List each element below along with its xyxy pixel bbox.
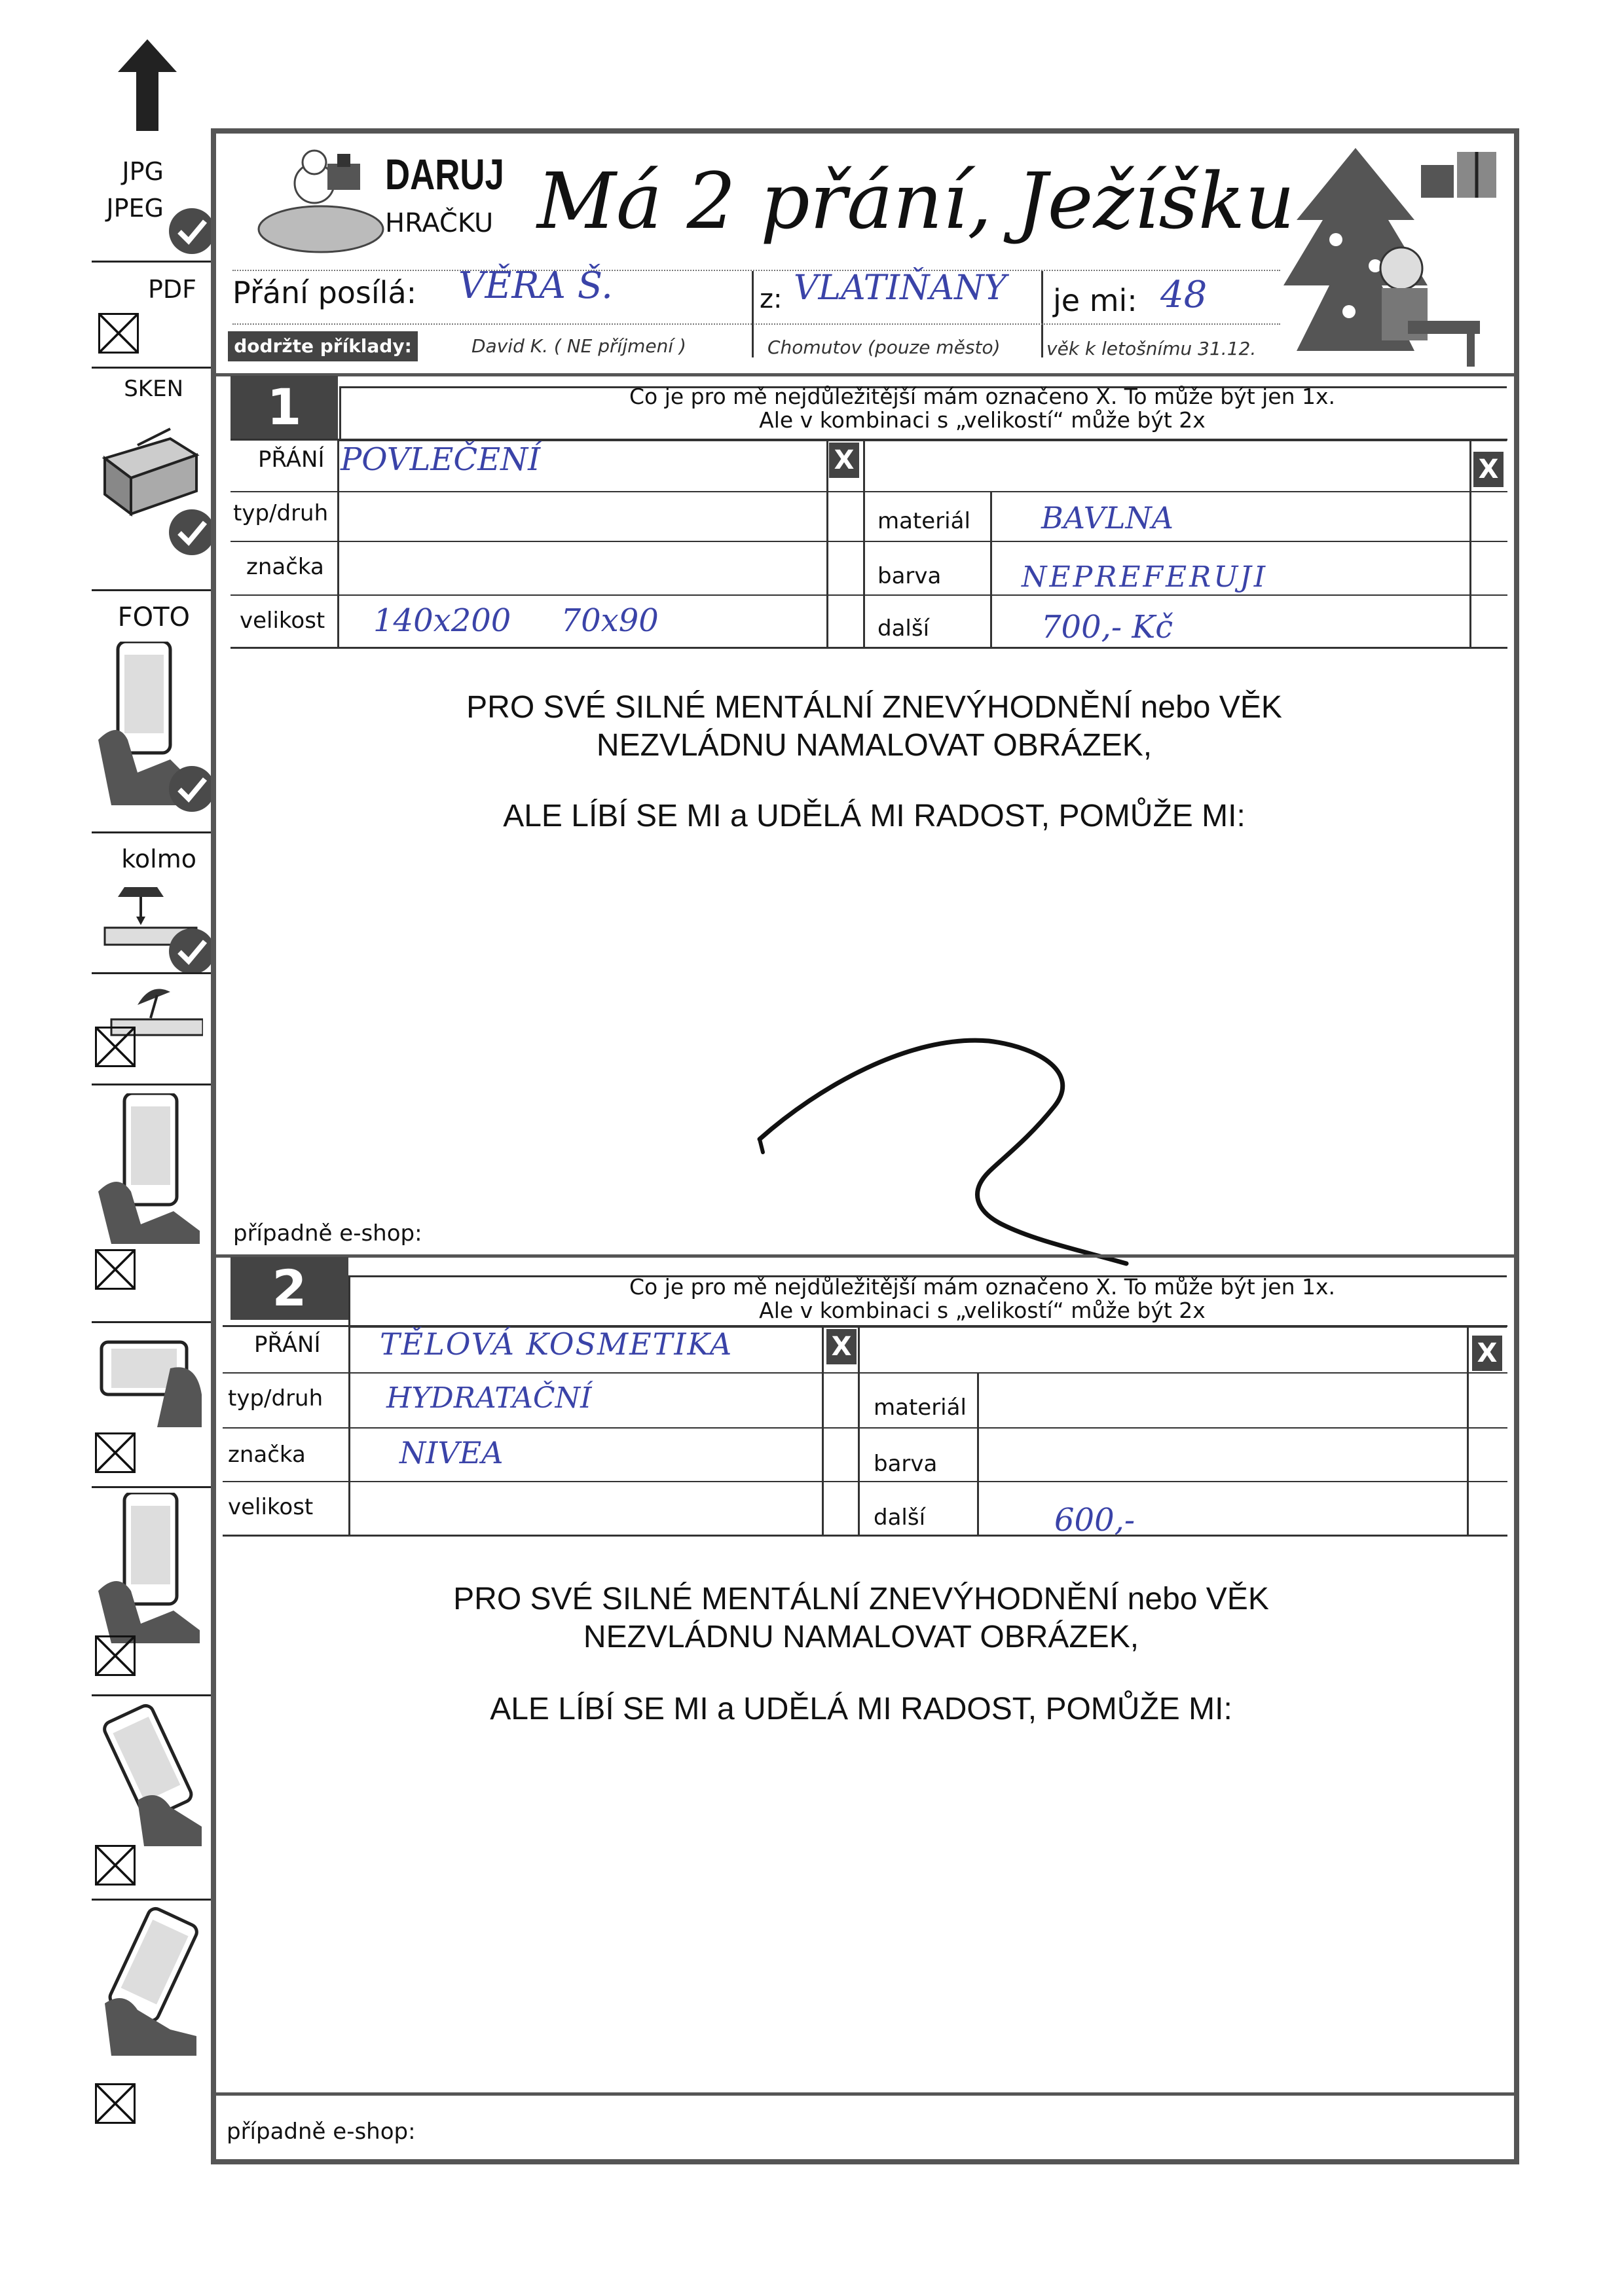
color-value: NEPREFERUJI: [1022, 560, 1268, 594]
other-value: 700,- Kč: [1041, 609, 1173, 646]
example-city: Chomutov (pouze město): [767, 337, 1001, 358]
phone-hand-icon: [98, 1905, 203, 2056]
color-label: barva: [874, 1451, 938, 1477]
from-label: z:: [760, 284, 783, 314]
logo-daruj: DARUJ: [385, 150, 504, 198]
format-jpeg-label: JPEG: [106, 194, 164, 223]
priority-mark: X: [829, 443, 859, 478]
color-label: barva: [877, 563, 942, 589]
other-label: další: [874, 1504, 926, 1531]
format-jpg-label: JPG: [122, 157, 164, 186]
wish-label: PŘÁNÍ: [254, 1332, 321, 1358]
wish-value: TĚLOVÁ KOSMETIKA: [380, 1326, 733, 1362]
scribble-drawing: [740, 1021, 1146, 1270]
from-value: VLATIŇANY: [794, 268, 1006, 308]
wish-note-line1: Co je pro mě nejdůležitější mám označeno X. To může být jen 1x.: [629, 384, 1336, 409]
x-box-icon: [95, 1845, 136, 1886]
material-label: materiál: [874, 1394, 967, 1421]
snowman-icon: [255, 144, 386, 255]
type-label: typ/druh: [228, 1385, 323, 1412]
age-value: 48: [1160, 274, 1208, 316]
example-name: David K. ( NE příjmení ): [471, 335, 686, 357]
size-label: velikost: [240, 608, 325, 634]
sender-label: Přání posílá:: [232, 275, 417, 310]
check-icon: [169, 928, 215, 974]
brand-label: značka: [228, 1442, 306, 1468]
method-scan-label: SKEN: [124, 376, 183, 402]
photo-hint-label: kolmo: [121, 845, 196, 873]
priority-mark: X: [1472, 1336, 1502, 1371]
priority-mark: X: [826, 1329, 857, 1364]
check-icon: [169, 509, 215, 555]
example-age: věk k letošnímu 31.12.: [1046, 338, 1257, 359]
size-value: 140x200 70x90: [373, 602, 659, 639]
statement-line: ALE LÍBÍ SE MI a UDĚLÁ MI RADOST, POMŮŽE MI:: [490, 1692, 1232, 1726]
statement-line: PRO SVÉ SILNÉ MENTÁLNÍ ZNEVÝHODNĚNÍ nebo VĚK: [453, 1582, 1269, 1616]
x-box-icon: [95, 1027, 136, 1067]
wish-note-line2: Ale v kombinaci s „velikostí“ může být 2x: [759, 407, 1206, 433]
phone-hand-icon: [98, 1093, 203, 1244]
other-value: 600,-: [1054, 1502, 1135, 1539]
statement-line: PRO SVÉ SILNÉ MENTÁLNÍ ZNEVÝHODNĚNÍ nebo VĚK: [466, 690, 1282, 725]
brand-value: NIVEA: [399, 1435, 504, 1470]
phone-hand-icon: [98, 1329, 203, 1427]
phone-hand-icon: [98, 1702, 203, 1846]
arrow-up-icon: [118, 39, 177, 131]
other-label: další: [877, 615, 930, 642]
statement-line: NEZVLÁDNU NAMALOVAT OBRÁZEK,: [596, 728, 1153, 763]
type-label: typ/druh: [233, 500, 329, 526]
wish-note-line2: Ale v kombinaci s „velikostí“ může být 2x: [759, 1298, 1206, 1323]
wish-value: POVLEČENÍ: [341, 441, 541, 478]
size-label: velikost: [228, 1494, 314, 1520]
wish-number: 1: [231, 376, 338, 439]
eshop-label: případně e-shop:: [233, 1220, 422, 1247]
page-title: Má 2 přání, Ježíšku: [537, 156, 1295, 246]
statement-line: ALE LÍBÍ SE MI a UDĚLÁ MI RADOST, POMŮŽE MI:: [503, 799, 1246, 833]
age-label: je mi:: [1053, 283, 1137, 318]
wish-number: 2: [231, 1257, 348, 1320]
x-box-icon: [98, 313, 139, 354]
material-value: BAVLNA: [1041, 500, 1173, 536]
x-box-icon: [95, 1249, 136, 1290]
wish-note-line1: Co je pro mě nejdůležitější mám označeno X. To může být jen 1x.: [629, 1274, 1336, 1300]
check-icon: [169, 766, 215, 812]
child-writing-icon: [1349, 242, 1480, 367]
method-photo-label: FOTO: [117, 602, 190, 632]
material-label: materiál: [877, 508, 970, 534]
check-icon: [169, 208, 215, 254]
x-box-icon: [95, 2083, 136, 2124]
gifts-icon: [1414, 145, 1506, 204]
scanner-icon: [98, 419, 203, 517]
x-box-icon: [95, 1432, 136, 1473]
phone-hand-icon: [98, 1493, 203, 1643]
wish-label: PŘÁNÍ: [258, 446, 325, 473]
examples-label: dodržte příklady:: [228, 331, 418, 361]
statement-line: NEZVLÁDNU NAMALOVAT OBRÁZEK,: [583, 1620, 1139, 1654]
type-value: HYDRATAČNÍ: [386, 1381, 592, 1415]
logo-hracku: HRAČKU: [385, 208, 494, 238]
eshop-label: případně e-shop:: [227, 2119, 416, 2145]
format-pdf-label: PDF: [147, 275, 196, 304]
x-box-icon: [95, 1635, 136, 1676]
priority-mark: X: [1473, 452, 1504, 487]
brand-label: značka: [246, 554, 324, 580]
sender-value: VĚRA Š.: [458, 264, 613, 307]
